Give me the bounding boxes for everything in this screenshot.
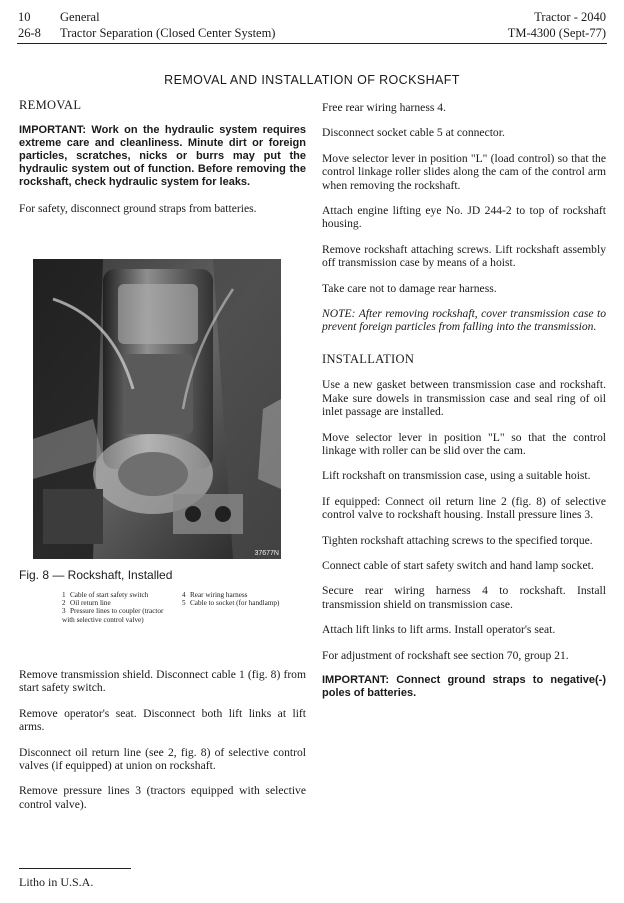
note-text: NOTE: After removing rockshaft, cover transmission case to prevent foreign particles from falling into the transmission. (322, 307, 606, 334)
removal-step: Disconnect oil return line (see 2, fig. 8) of selective control valves (if equipped) at union on rockshaft. (19, 745, 306, 773)
legend-item (62, 591, 177, 599)
removal-step: Free rear wiring harness 4. (322, 101, 446, 114)
legend-number: 4 (182, 591, 186, 599)
installation-step: If equipped: Connect oil return line 2 (fig. 8) of selective control valve to rockshaft housing. Install pressure lines 3. (322, 494, 606, 522)
group-title: General (60, 10, 100, 24)
removal-step: Disconnect socket cable 5 at connector. (322, 126, 505, 140)
installation-step: Attach lift links to lift arms. Install operator's seat. (322, 623, 556, 637)
footer-rule (19, 868, 131, 869)
figure-legend-right (182, 591, 282, 607)
section-number: 26-8 (18, 26, 41, 40)
group-subtitle: Tractor Separation (Closed Center System) (60, 26, 276, 40)
figure-caption: Fig. 8 — Rockshaft, Installed (19, 568, 173, 582)
installation-heading: INSTALLATION (322, 351, 415, 366)
installation-step: Tighten rockshaft attaching screws to the specified torque. (322, 533, 593, 547)
legend-number: 2 (62, 599, 66, 608)
legend-number: 1 (62, 591, 66, 599)
removal-step: Remove operator's seat. Disconnect both lift links at lift arms. (19, 706, 306, 734)
important-final: IMPORTANT: Connect ground straps to negative(-) poles of batteries. (322, 673, 606, 699)
legend-text: Cable of start safety switch (70, 591, 149, 599)
legend-text: Cable to socket (for handlamp) (190, 599, 280, 608)
removal-step: Remove pressure lines 3 (tractors equipped with selective control valve). (19, 784, 306, 811)
installation-step: Use a new gasket between transmission case and rockshaft. Make sure dowels in transmission case and seal ring of oil inlet passage are installed. (322, 378, 606, 419)
rockshaft-photo (33, 259, 281, 559)
page-number: 10 (18, 10, 31, 24)
photo-number: 37677N (254, 550, 279, 557)
figure-legend-left (62, 591, 177, 624)
installation-step: For adjustment of rockshaft see section 70, group 21. (322, 648, 569, 662)
legend-number: 5 (182, 599, 186, 608)
legend-item (62, 599, 177, 607)
legend-text: Oil return line (70, 599, 111, 608)
installation-step: Secure rear wiring harness 4 to rockshaft. Install transmission shield on transmission case. (322, 584, 606, 611)
right-column (322, 101, 606, 700)
safety-note: For safety, disconnect ground straps from batteries. (19, 202, 257, 216)
legend-item (182, 591, 282, 599)
installation-step: Move selector lever in position "L" so that the control linkage with roller can be slid over the cam. (322, 430, 606, 457)
legend-number: 3 (62, 607, 66, 616)
header-rule (17, 43, 607, 44)
removal-step: Remove transmission shield. Disconnect cable 1 (fig. 8) from start safety switch. (19, 668, 306, 695)
removal-step: Remove rockshaft attaching screws. Lift rockshaft assembly off transmission case by means of a hoist. (322, 242, 606, 270)
manual-number: TM-4300 (Sept-77) (507, 26, 606, 40)
removal-step: Take care not to damage rear harness. (322, 281, 497, 295)
legend-item (62, 607, 177, 623)
removal-steps-left (19, 668, 306, 811)
removal-step: Attach engine lifting eye No. JD 244-2 to top of rockshaft housing. (322, 204, 606, 231)
installation-step: Lift rockshaft on transmission case, using a suitable hoist. (322, 469, 591, 483)
installation-step: Connect cable of start safety switch and hand lamp socket. (322, 558, 594, 572)
legend-text: Rear wiring harness (190, 591, 248, 599)
legend-item (182, 599, 282, 607)
removal-step: Move selector lever in position "L" (load control) so that the control linkage roller slides along the cam of the control arm when removing the rockshaft. (322, 151, 606, 192)
left-column (19, 99, 306, 216)
page-title: REMOVAL AND INSTALLATION OF ROCKSHAFT (164, 73, 460, 87)
tractor-model: Tractor - 2040 (534, 10, 606, 24)
litho-note: Litho in U.S.A. (19, 875, 94, 889)
removal-heading: REMOVAL (19, 98, 82, 112)
important-warning: IMPORTANT: Work on the hydraulic system requires extreme care and cleanliness. Minute dirt or foreign particles, scratches, nicks or burrs may put the hydraulic system out of function. Before removing the rockshaft, check hydraulic system for leaks. (19, 124, 306, 189)
legend-text: Pressure lines to coupler (tractor with selective control valve) (62, 607, 164, 624)
rockshaft-photo-image (33, 259, 281, 559)
